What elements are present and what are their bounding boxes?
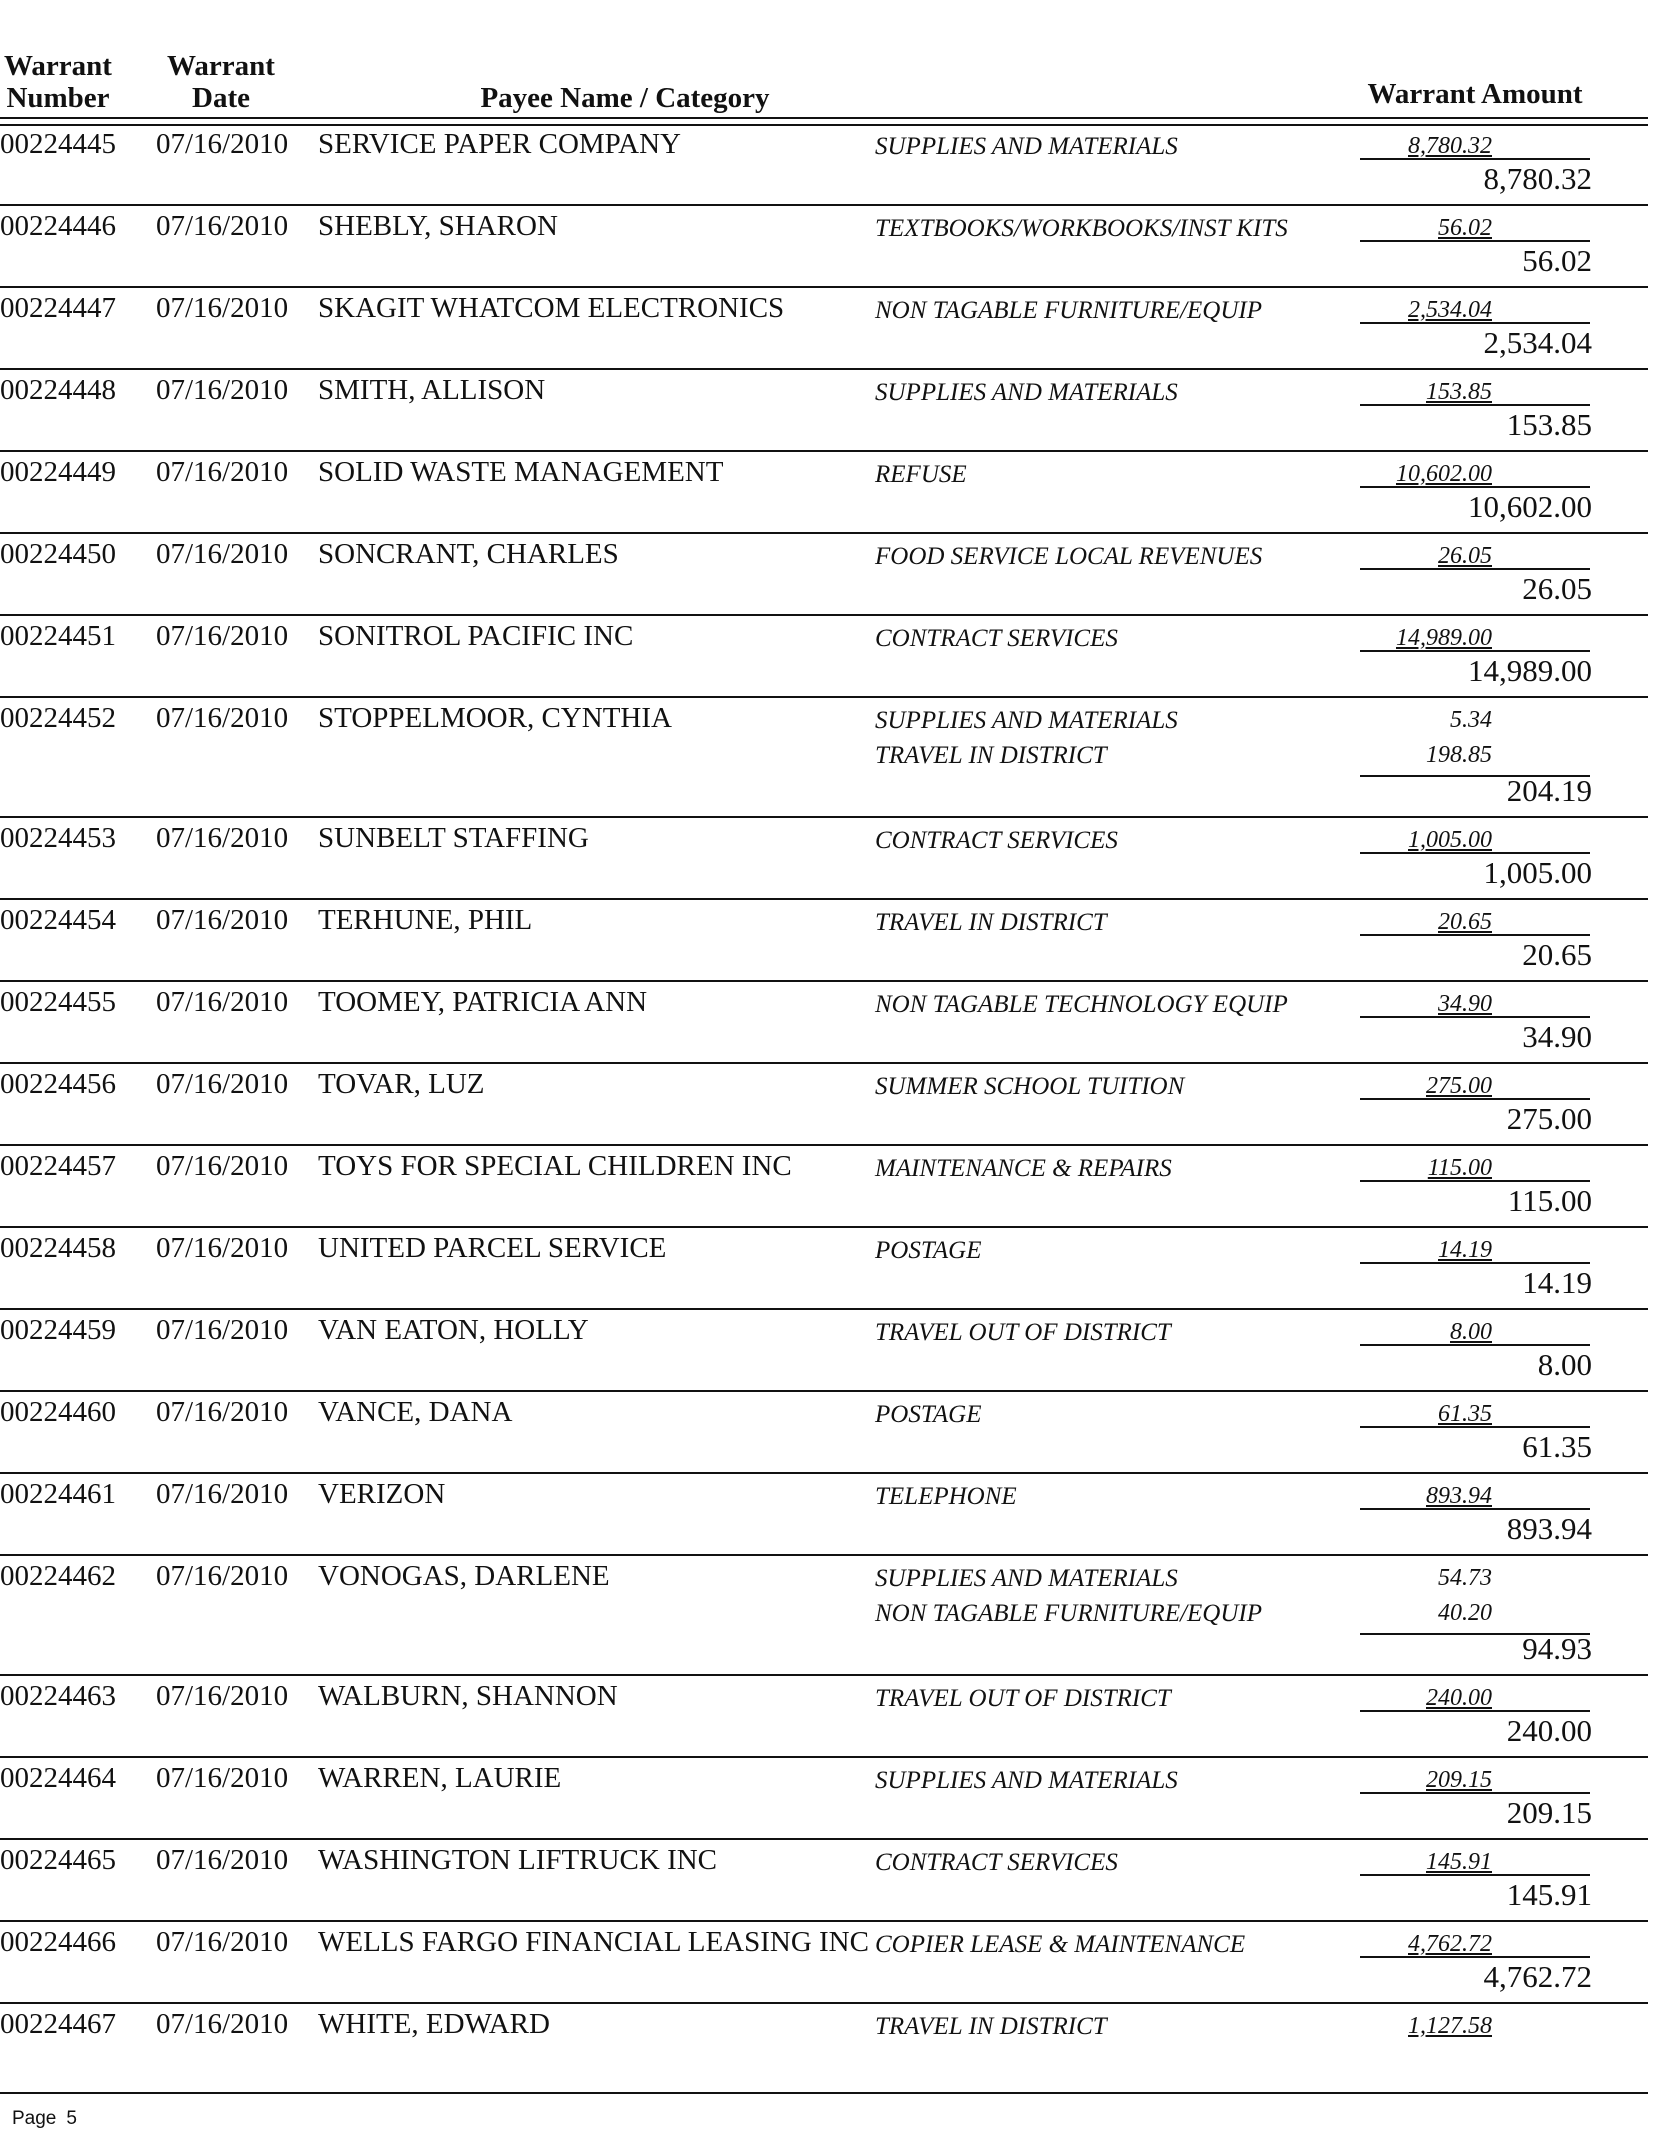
- subtotal-rule: [1360, 1792, 1590, 1794]
- warrant-date: 07/16/2010: [156, 1396, 289, 1428]
- category-name: TRAVEL IN DISTRICT: [875, 742, 1107, 769]
- payee-name: TOVAR, LUZ: [318, 1068, 485, 1100]
- subtotal-rule: [1360, 1956, 1590, 1958]
- category-amount: 20.65: [1438, 909, 1492, 935]
- subtotal-rule: [1360, 1508, 1590, 1510]
- category-name: NON TAGABLE TECHNOLOGY EQUIP: [875, 991, 1288, 1018]
- category-name: POSTAGE: [875, 1237, 982, 1264]
- table-row: [0, 1146, 1648, 1228]
- header-warrant-number-line1: Warrant: [4, 50, 112, 82]
- warrant-date: 07/16/2010: [156, 1844, 289, 1876]
- category-list: [875, 905, 1315, 940]
- header-warrant-number-line2: Number: [6, 82, 110, 114]
- warrant-total: 209.15: [1506, 1795, 1592, 1830]
- subtotal-rule: [1360, 1874, 1590, 1876]
- warrant-number: 00224461: [0, 1478, 116, 1510]
- category-list: [875, 1681, 1315, 1716]
- payee-name: WELLS FARGO FINANCIAL LEASING INC: [318, 1926, 869, 1958]
- payee-name: STOPPELMOOR, CYNTHIA: [318, 702, 672, 734]
- subtotal-rule: [1360, 322, 1590, 324]
- table-row: [0, 900, 1648, 982]
- category-name: CONTRACT SERVICES: [875, 625, 1118, 652]
- table-row: [0, 1228, 1648, 1310]
- category-amount: 1,127.58: [1408, 2013, 1492, 2039]
- subtotal-rule: [1360, 650, 1590, 652]
- header-rule-upper: [0, 117, 1648, 119]
- warrant-number: 00224456: [0, 1068, 116, 1100]
- category-name: TRAVEL OUT OF DISTRICT: [875, 1319, 1171, 1346]
- category-list: [875, 539, 1315, 574]
- category-name: TELEPHONE: [875, 1483, 1017, 1510]
- warrant-total: 26.05: [1522, 571, 1592, 606]
- category-amount-list: [1360, 703, 1492, 773]
- warrant-date: 07/16/2010: [156, 128, 289, 160]
- page-bottom-rule: [0, 2092, 1648, 2094]
- category-name: CONTRACT SERVICES: [875, 1849, 1118, 1876]
- page-number: 5: [66, 2108, 77, 2129]
- warrant-number: 00224446: [0, 210, 116, 242]
- warrant-date: 07/16/2010: [156, 292, 289, 324]
- warrant-number: 00224466: [0, 1926, 116, 1958]
- category-list: [875, 1315, 1315, 1350]
- payee-name: SUNBELT STAFFING: [318, 822, 589, 854]
- category-name: SUMMER SCHOOL TUITION: [875, 1073, 1185, 1100]
- warrant-number: 00224458: [0, 1232, 116, 1264]
- warrant-number: 00224459: [0, 1314, 116, 1346]
- warrant-total: 4,762.72: [1483, 1959, 1592, 1994]
- warrant-date: 07/16/2010: [156, 210, 289, 242]
- category-amount: 240.00: [1426, 1685, 1492, 1711]
- category-list: [875, 621, 1315, 656]
- category-list: [875, 211, 1315, 246]
- category-amount: 5.34: [1450, 707, 1492, 733]
- payee-name: VANCE, DANA: [318, 1396, 513, 1428]
- warrant-date: 07/16/2010: [156, 822, 289, 854]
- category-amount: 893.94: [1426, 1483, 1492, 1509]
- category-list: [875, 1151, 1315, 1186]
- subtotal-rule: [1360, 1180, 1590, 1182]
- payee-name: WASHINGTON LIFTRUCK INC: [318, 1844, 718, 1876]
- warrant-date: 07/16/2010: [156, 1478, 289, 1510]
- table-row: [0, 1676, 1648, 1758]
- payee-name: SMITH, ALLISON: [318, 374, 546, 406]
- subtotal-rule: [1360, 1710, 1590, 1712]
- category-list: [875, 1233, 1315, 1268]
- category-list: [875, 2009, 1315, 2044]
- category-amount: 275.00: [1426, 1073, 1492, 1099]
- payee-name: VAN EATON, HOLLY: [318, 1314, 589, 1346]
- category-amount: 8,780.32: [1408, 133, 1492, 159]
- header-warrant-date-line1: Warrant: [167, 50, 275, 82]
- warrant-date: 07/16/2010: [156, 1068, 289, 1100]
- warrant-number: 00224463: [0, 1680, 116, 1712]
- table-row: [0, 1758, 1648, 1840]
- warrant-total: 1,005.00: [1483, 855, 1592, 890]
- category-list: [875, 1397, 1315, 1432]
- category-amount: 54.73: [1438, 1565, 1492, 1591]
- category-amount: 2,534.04: [1408, 297, 1492, 323]
- table-row: [0, 288, 1648, 370]
- category-name: POSTAGE: [875, 1401, 982, 1428]
- payee-name: WALBURN, SHANNON: [318, 1680, 618, 1712]
- payee-name: SKAGIT WHATCOM ELECTRONICS: [318, 292, 785, 324]
- table-row: [0, 1922, 1648, 2004]
- category-name: TRAVEL IN DISTRICT: [875, 2013, 1107, 2040]
- category-list: [875, 987, 1315, 1022]
- subtotal-rule: [1360, 1426, 1590, 1428]
- warrant-total: 204.19: [1506, 773, 1592, 808]
- subtotal-rule: [1360, 1016, 1590, 1018]
- payee-name: SONCRANT, CHARLES: [318, 538, 619, 570]
- subtotal-rule: [1360, 158, 1590, 160]
- category-amount: 1,005.00: [1408, 827, 1492, 853]
- category-amount: 4,762.72: [1408, 1931, 1492, 1957]
- category-list: [875, 823, 1315, 858]
- category-amount: 209.15: [1426, 1767, 1492, 1793]
- page-footer: [12, 2108, 87, 2130]
- category-name: TEXTBOOKS/WORKBOOKS/INST KITS: [875, 215, 1288, 242]
- category-list: [875, 1845, 1315, 1880]
- table-row: [0, 2004, 1648, 2092]
- table-row: [0, 982, 1648, 1064]
- subtotal-rule: [1360, 240, 1590, 242]
- header-warrant-number: [0, 50, 118, 114]
- warrant-date: 07/16/2010: [156, 456, 289, 488]
- payee-name: TERHUNE, PHIL: [318, 904, 533, 936]
- category-list: [875, 375, 1315, 410]
- category-name: NON TAGABLE FURNITURE/EQUIP: [875, 297, 1263, 324]
- warrant-date: 07/16/2010: [156, 2008, 289, 2040]
- category-name: FOOD SERVICE LOCAL REVENUES: [875, 543, 1263, 570]
- table-row: [0, 452, 1648, 534]
- warrant-total: 2,534.04: [1483, 325, 1592, 360]
- table-row: [0, 1392, 1648, 1474]
- category-list: [875, 1069, 1315, 1104]
- table-row: [0, 698, 1648, 818]
- category-name: NON TAGABLE FURNITURE/EQUIP: [875, 1600, 1263, 1627]
- warrant-number: 00224462: [0, 1560, 116, 1592]
- warrant-date: 07/16/2010: [156, 1314, 289, 1346]
- category-amount: 8.00: [1450, 1319, 1492, 1345]
- category-name: SUPPLIES AND MATERIALS: [875, 1565, 1178, 1592]
- category-amount: 14,989.00: [1396, 625, 1492, 651]
- warrant-number: 00224465: [0, 1844, 116, 1876]
- warrant-date: 07/16/2010: [156, 1926, 289, 1958]
- category-name: SUPPLIES AND MATERIALS: [875, 707, 1178, 734]
- warrant-total: 240.00: [1506, 1713, 1592, 1748]
- subtotal-rule: [1360, 486, 1590, 488]
- payee-name: SHEBLY, SHARON: [318, 210, 558, 242]
- subtotal-rule: [1360, 404, 1590, 406]
- category-list: [875, 703, 1315, 773]
- subtotal-rule: [1360, 1098, 1590, 1100]
- category-amount: 198.85: [1426, 742, 1492, 768]
- category-name: COPIER LEASE & MAINTENANCE: [875, 1931, 1246, 1958]
- warrant-total: 34.90: [1522, 1019, 1592, 1054]
- warrant-total: 10,602.00: [1468, 489, 1592, 524]
- warrant-number: 00224451: [0, 620, 116, 652]
- subtotal-rule: [1360, 934, 1590, 936]
- warrant-date: 07/16/2010: [156, 1560, 289, 1592]
- category-name: TRAVEL IN DISTRICT: [875, 909, 1107, 936]
- category-list: [875, 1763, 1315, 1798]
- payee-name: SONITROL PACIFIC INC: [318, 620, 634, 652]
- table-row: [0, 818, 1648, 900]
- category-list: [875, 129, 1315, 164]
- payee-name: VONOGAS, DARLENE: [318, 1560, 610, 1592]
- category-amount: 61.35: [1438, 1401, 1492, 1427]
- warrant-date: 07/16/2010: [156, 986, 289, 1018]
- warrant-number: 00224445: [0, 128, 116, 160]
- warrant-total: 56.02: [1522, 243, 1592, 278]
- category-amount: 14.19: [1438, 1237, 1492, 1263]
- warrant-number: 00224454: [0, 904, 116, 936]
- payee-name: VERIZON: [318, 1478, 446, 1510]
- category-name: SUPPLIES AND MATERIALS: [875, 1767, 1178, 1794]
- warrant-date: 07/16/2010: [156, 1762, 289, 1794]
- category-name: MAINTENANCE & REPAIRS: [875, 1155, 1172, 1182]
- category-amount: 56.02: [1438, 215, 1492, 241]
- table-row: [0, 124, 1648, 206]
- header-payee: Payee Name / Category: [480, 82, 770, 114]
- warrant-date: 07/16/2010: [156, 702, 289, 734]
- category-amount: 10,602.00: [1396, 461, 1492, 487]
- table-row: [0, 206, 1648, 288]
- subtotal-rule: [1360, 568, 1590, 570]
- subtotal-rule: [1360, 852, 1590, 854]
- payee-name: TOYS FOR SPECIAL CHILDREN INC: [318, 1150, 792, 1182]
- category-amount: 34.90: [1438, 991, 1492, 1017]
- warrant-date: 07/16/2010: [156, 1680, 289, 1712]
- warrant-date: 07/16/2010: [156, 1232, 289, 1264]
- warrant-total: 14,989.00: [1468, 653, 1592, 688]
- warrant-number: 00224447: [0, 292, 116, 324]
- warrant-total: 8.00: [1537, 1347, 1592, 1382]
- warrant-total: 275.00: [1506, 1101, 1592, 1136]
- warrant-date: 07/16/2010: [156, 620, 289, 652]
- category-list: [875, 457, 1315, 492]
- category-name: CONTRACT SERVICES: [875, 827, 1118, 854]
- warrant-date: 07/16/2010: [156, 538, 289, 570]
- warrant-number: 00224448: [0, 374, 116, 406]
- table-row: [0, 370, 1648, 452]
- table-row: [0, 534, 1648, 616]
- page-label: Page: [12, 2108, 57, 2129]
- category-list: [875, 1927, 1315, 1962]
- header-warrant-date: [156, 50, 286, 114]
- payee-name: UNITED PARCEL SERVICE: [318, 1232, 667, 1264]
- category-name: SUPPLIES AND MATERIALS: [875, 379, 1178, 406]
- warrant-number: 00224453: [0, 822, 116, 854]
- warrant-total: 61.35: [1522, 1429, 1592, 1464]
- warrant-number: 00224457: [0, 1150, 116, 1182]
- warrant-number: 00224455: [0, 986, 116, 1018]
- warrant-total: 115.00: [1507, 1183, 1592, 1218]
- payee-name: TOOMEY, PATRICIA ANN: [318, 986, 648, 1018]
- warrant-number: 00224452: [0, 702, 116, 734]
- table-row: [0, 616, 1648, 698]
- warrant-number: 00224460: [0, 1396, 116, 1428]
- table-row: [0, 1310, 1648, 1392]
- header-warrant-date-line2: Date: [192, 82, 250, 114]
- warrant-date: 07/16/2010: [156, 904, 289, 936]
- header-warrant-amount: Warrant Amount: [1367, 78, 1583, 110]
- category-amount: 153.85: [1426, 379, 1492, 405]
- warrant-total: 153.85: [1506, 407, 1592, 442]
- category-amount: 145.91: [1426, 1849, 1492, 1875]
- table-row: [0, 1840, 1648, 1922]
- payee-name: SERVICE PAPER COMPANY: [318, 128, 681, 160]
- subtotal-rule: [1360, 1262, 1590, 1264]
- warrant-number: 00224464: [0, 1762, 116, 1794]
- warrant-total: 20.65: [1522, 937, 1592, 972]
- warrant-total: 893.94: [1506, 1511, 1592, 1546]
- table-row: [0, 1556, 1648, 1676]
- warrant-total: 94.93: [1522, 1631, 1592, 1666]
- warrant-date: 07/16/2010: [156, 374, 289, 406]
- payee-name: WHITE, EDWARD: [318, 2008, 550, 2040]
- warrant-table-body: [0, 124, 1648, 2092]
- category-amount: 26.05: [1438, 543, 1492, 569]
- warrant-total: 145.91: [1506, 1877, 1592, 1912]
- category-list: [875, 1479, 1315, 1514]
- warrant-total: 8,780.32: [1483, 161, 1592, 196]
- warrant-total: 14.19: [1522, 1265, 1592, 1300]
- category-name: REFUSE: [875, 461, 967, 488]
- category-list: [875, 293, 1315, 328]
- category-amount: 40.20: [1438, 1600, 1492, 1626]
- category-amount: 115.00: [1427, 1155, 1492, 1181]
- category-name: TRAVEL OUT OF DISTRICT: [875, 1685, 1171, 1712]
- payee-name: SOLID WASTE MANAGEMENT: [318, 456, 724, 488]
- warrant-number: 00224467: [0, 2008, 116, 2040]
- subtotal-rule: [1360, 1344, 1590, 1346]
- table-row: [0, 1064, 1648, 1146]
- payee-name: WARREN, LAURIE: [318, 1762, 562, 1794]
- warrant-number: 00224450: [0, 538, 116, 570]
- category-amount-list: [1360, 2009, 1492, 2044]
- warrant-date: 07/16/2010: [156, 1150, 289, 1182]
- category-amount-list: [1360, 1561, 1492, 1631]
- warrant-number: 00224449: [0, 456, 116, 488]
- category-list: [875, 1561, 1315, 1631]
- category-name: SUPPLIES AND MATERIALS: [875, 133, 1178, 160]
- table-row: [0, 1474, 1648, 1556]
